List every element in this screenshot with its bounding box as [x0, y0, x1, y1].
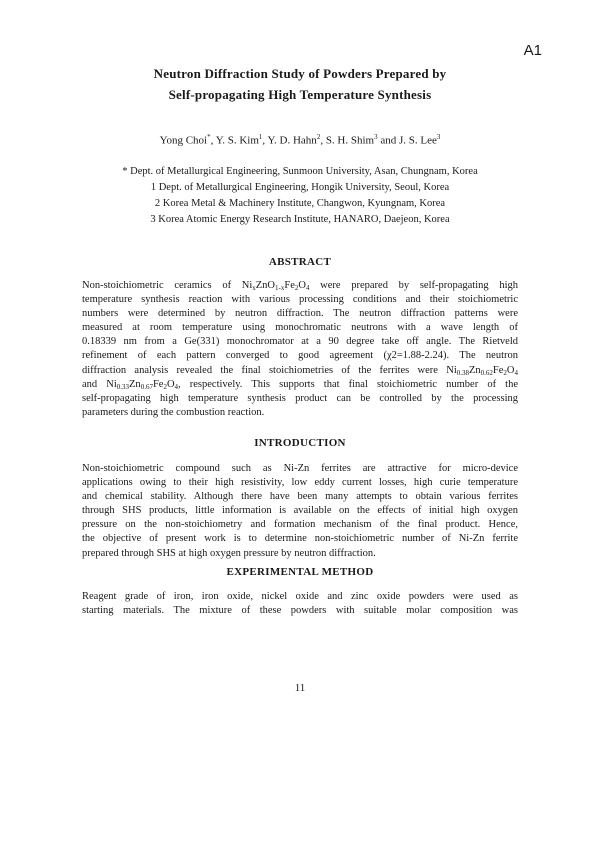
introduction-line: applications owing to their high resistivity, low eddy current losses, high curie temperature [82, 477, 518, 489]
abstract-line: 0.18339 nm from a Ge(331) monochromator at a 90 degree take off angle. The Rietveld [82, 336, 518, 348]
abstract-heading: ABSTRACT [268, 256, 332, 268]
abstract-line: self-propagating high temperature synthesis product can be controlled by the processing [82, 392, 518, 404]
abstract-body [82, 279, 518, 420]
abstract-line: Non-stoichiometric ceramics of $Ni_xZnO_{1-x}Fe_2O_4$ were prepared by self-propagating high [82, 280, 518, 292]
abstract-line: and $Ni_{0.33}Zn_{0.67}Fe_2O_4$, respectively. This supports that final stoichiometric number of the [82, 378, 518, 391]
author-1-mark: * [207, 133, 211, 141]
author-3: , Y. D. Hahn [262, 134, 317, 147]
paper-title-line-2: Self-propagating High Temperature Synthesis [168, 87, 432, 102]
page-number: 11 [294, 682, 306, 694]
paper-code: A1 [523, 42, 542, 59]
introduction-body [82, 462, 518, 561]
abstract-line: measured at room temperature using monochromatic neutrons with a wave length of [82, 322, 518, 334]
paper-title-line-1: Neutron Diffraction Study of Powders Prepared by [153, 66, 447, 81]
author-4: , S. H. Shim [320, 134, 375, 147]
author-5: and J. S. Lee [377, 134, 437, 147]
author-1: Yong Choi [159, 134, 208, 147]
author-5-mark: 3 [436, 133, 441, 141]
affiliation-3: 3 Korea Atomic Energy Research Institute, HANARO, Daejeon, Korea [150, 214, 450, 225]
abstract-line: numbers were determined by neutron diffraction. The neutron diffraction patterns were [82, 308, 518, 320]
affiliation-star: * Dept. of Metallurgical Engineering, Sunmoon University, Asan, Chungnam, Korea [122, 166, 478, 177]
affiliation-2: 2 Korea Metal & Machinery Institute, Changwon, Kyungnam, Korea [154, 198, 446, 209]
introduction-heading: INTRODUCTION [254, 437, 346, 449]
abstract-line: temperature synthesis reaction with various processing conditions and their stoichiometric [82, 294, 518, 306]
abstract-line: diffraction analysis revealed the final stoichiometries of the ferrites were $Ni_{0.38}Zn_{0.62}Fe_2O_4$ [82, 364, 518, 377]
affiliation-1: 1 Dept. of Metallurgical Engineering, Hongik University, Seoul, Korea [150, 182, 450, 193]
introduction-line: pressure on the non-stoichiometry and formation mechanism of the final product. Hence, [82, 519, 518, 531]
author-list [0, 133, 600, 147]
author-2: , Y. S. Kim [210, 134, 259, 147]
author-4-mark: 3 [374, 133, 378, 141]
introduction-line: Non-stoichiometric compound such as Ni-Zn ferrites are attractive for micro-device [82, 463, 518, 474]
experimental-line: starting materials. The mixture of these powders with suitable molar composition was [82, 605, 518, 617]
experimental-body [82, 590, 518, 618]
experimental-heading: EXPERIMENTAL METHOD [226, 566, 374, 578]
abstract-line: parameters during the combustion reaction. [82, 406, 265, 418]
introduction-line: the objective of present work is to determine non-stoichiometric number of Ni-Zn ferrite [82, 533, 518, 545]
introduction-line: through SHS products, little information is available on the effects of initial high oxygen [82, 505, 518, 517]
introduction-line: prepared through SHS at high oxygen pressure by neutron diffraction. [82, 547, 376, 559]
abstract-line: refinement of each pattern converged to good agreement (χ2=1.88-2.24). The neutron [82, 350, 518, 362]
introduction-line: and chemical stability. Although there have been many attempts to obtain various ferrites [82, 491, 518, 503]
author-3-mark: 2 [316, 133, 321, 141]
experimental-line: Reagent grade of iron, iron oxide, nickel oxide and zinc oxide powders were used as [82, 591, 518, 602]
author-2-mark: 1 [258, 133, 263, 141]
